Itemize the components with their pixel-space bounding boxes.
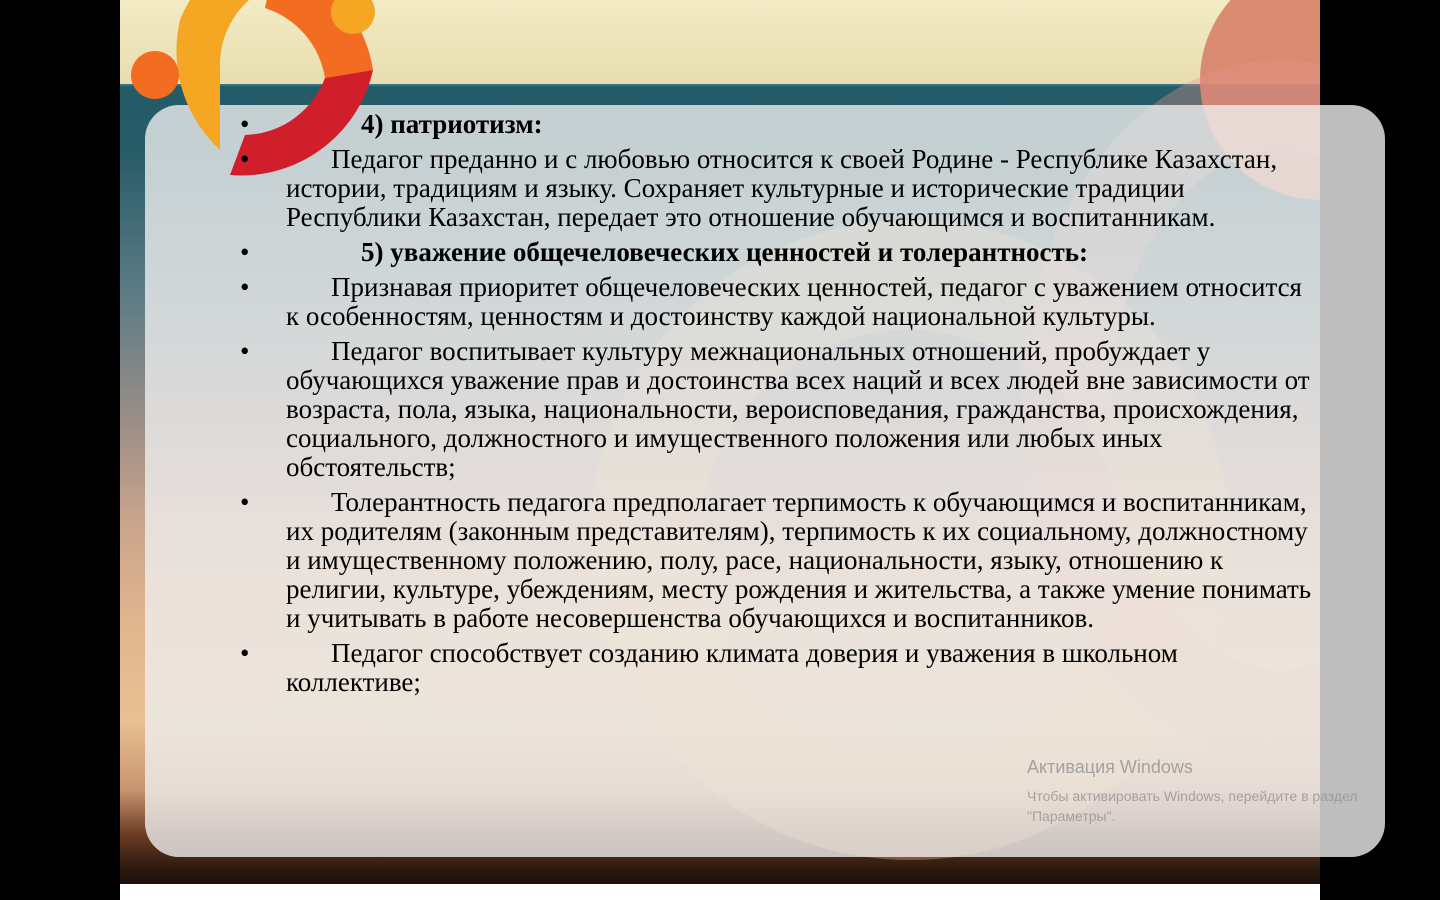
list-item — [240, 639, 1315, 697]
paragraph-text: Педагог способствует созданию климата доверия и уважения в школьном коллективе; — [286, 638, 1178, 697]
watermark-line-1: Чтобы активировать Windows, перейдите в раздел — [1027, 788, 1358, 804]
section-heading: 5) уважение общечеловеческих ценностей и толерантность: — [361, 237, 1089, 267]
list-item — [240, 488, 1315, 633]
list-item-heading — [240, 238, 1315, 267]
paragraph-text: Педагог преданно и с любовью относится к своей Родине - Республике Казахстан, истории, традициям и языку. Сохраняет культурные и исторические традиции Республики Казахстан, передает это отношение обучающимся и воспитанникам. — [286, 144, 1278, 232]
bullet-icon: • — [240, 336, 250, 366]
list-item — [240, 145, 1315, 232]
paragraph-text: Признавая приоритет общечеловеческих ценностей, педагог с уважением относится к особенностям, ценностям и достоинству каждой национальной культуры. — [286, 272, 1302, 331]
bullet-icon: • — [240, 109, 250, 139]
bullet-icon: • — [240, 487, 250, 517]
bullet-icon: • — [240, 638, 250, 668]
bullet-icon: • — [240, 237, 250, 267]
windows-activation-watermark — [1027, 757, 1358, 826]
list-item-heading — [240, 110, 1315, 139]
bullet-icon: • — [240, 144, 250, 174]
list-item — [240, 273, 1315, 331]
bottom-strip — [120, 884, 1320, 900]
paragraph-text: Толерантность педагога предполагает терпимость к обучающимся и воспитанникам, их родителям (законным представителям), терпимость к их социальному, должностному и имущественному положению, полу, расе, национальности, языку, отношению к религии, культуре, убеждениям, месту рождения и жительства, а также умение понимать и учитывать в работе несовершенства обучающихся и воспитанников. — [286, 487, 1312, 633]
list-item — [240, 337, 1315, 482]
bullet-icon: • — [240, 272, 250, 302]
slide-text-area — [240, 110, 1315, 703]
watermark-title: Активация Windows — [1027, 757, 1193, 777]
section-heading: 4) патриотизм: — [361, 109, 543, 139]
watermark-line-2: "Параметры". — [1027, 808, 1116, 824]
paragraph-text: Педагог воспитывает культуру межнациональных отношений, пробуждает у обучающихся уважение прав и достоинства всех наций и всех людей вне зависимости от возраста, пола, языка, национальности, вероисповедания, гражданства, происхождения, социального, должностного и имущественного положения или любых иных обстоятельств; — [286, 336, 1310, 482]
